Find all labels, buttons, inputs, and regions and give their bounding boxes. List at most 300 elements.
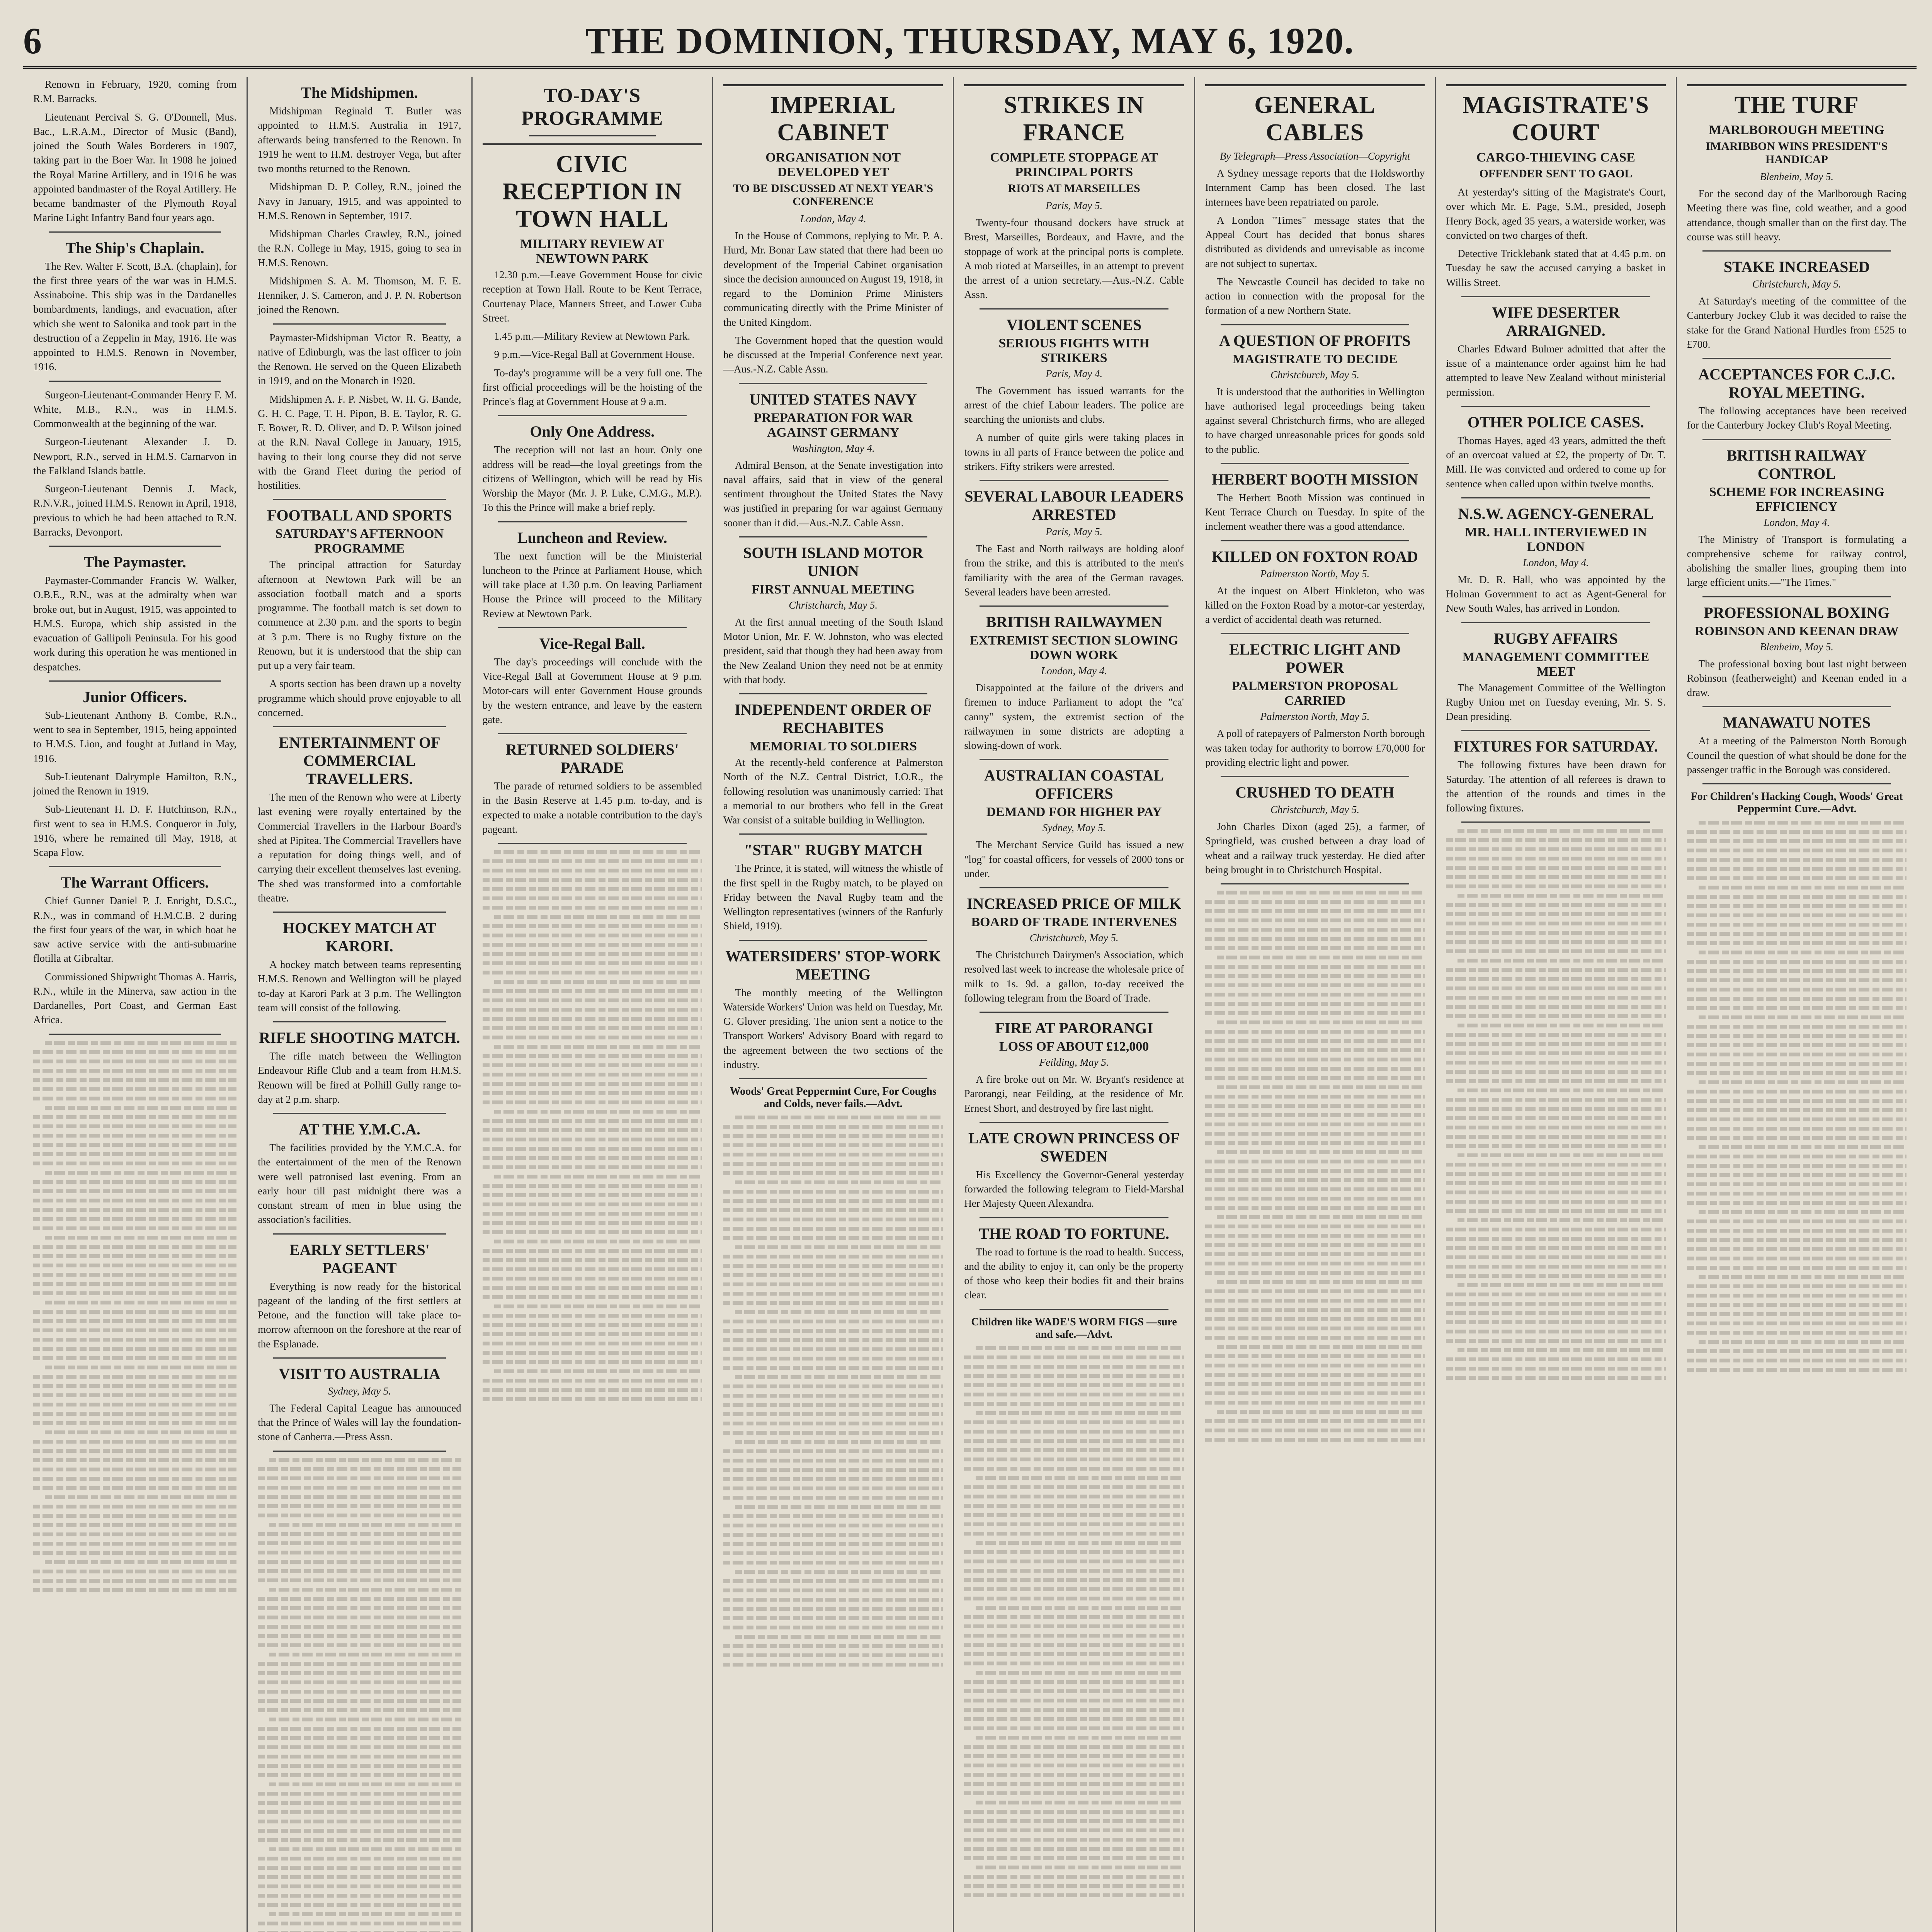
article-headline: MANAWATU NOTES <box>1723 714 1871 731</box>
text-filler-line <box>964 1856 1184 1860</box>
text-filler-line <box>1687 839 1906 843</box>
divider <box>739 693 927 694</box>
divider <box>1461 497 1650 498</box>
text-filler-line <box>723 1384 943 1388</box>
article <box>258 506 461 720</box>
article-dateline: Blenheim, May 5. <box>1760 641 1834 653</box>
text-filler-line <box>1446 1079 1665 1083</box>
article-subheadline: BOARD OF TRADE INTERVENES <box>971 915 1177 929</box>
divider <box>49 680 221 682</box>
text-filler-line <box>723 1607 943 1611</box>
text-filler-line <box>1687 1164 1906 1168</box>
text-filler-line <box>964 1365 1184 1369</box>
text-filler-line <box>723 1524 943 1527</box>
text-filler-line <box>269 1588 461 1592</box>
text-filler-line <box>964 1402 1184 1406</box>
article-paragraph: The men of the Renown who were at Liberty last evening were royally entertained by the Commercial Travellers in the Harbour Board's shed at Pipitea. The Commercial Travellers have a reputation for doing things well, and of carrying their excellent themselves last evening. The shed was transformed into a comfortable theatre. <box>258 791 461 904</box>
text-filler-line <box>1458 1283 1665 1287</box>
divider <box>1221 633 1409 634</box>
text-filler-line <box>1205 937 1425 941</box>
text-filler-line <box>1446 866 1665 870</box>
article-paragraph: A Sydney message reports that the Holdsworthy Internment Camp has been closed. The last internees have been repatriated on parole. <box>1205 167 1425 208</box>
text-filler-line <box>1205 1076 1425 1080</box>
article <box>1446 737 1665 815</box>
article <box>723 947 943 1072</box>
text-filler-line <box>1458 829 1665 833</box>
text-filler-line <box>1205 1438 1425 1442</box>
text-filler-line <box>723 1199 943 1203</box>
text-filler-line <box>1205 1373 1425 1377</box>
text-filler-line <box>735 1505 943 1509</box>
text-filler-line <box>33 1264 236 1267</box>
text-filler-line <box>964 1838 1184 1842</box>
text-filler-line <box>723 1533 943 1537</box>
article-paragraph: The professional boxing bout last night between Robinson (featherweight) and Keenan ended in a draw. <box>1687 658 1907 698</box>
text-filler-line <box>964 1745 1184 1749</box>
article <box>483 422 702 515</box>
article <box>1446 84 1665 290</box>
text-filler-line <box>1217 1215 1425 1219</box>
text-filler-line <box>723 1514 943 1518</box>
text-filler-line <box>33 1514 236 1518</box>
text-filler-line <box>723 1561 943 1565</box>
article-paragraph: The next function will be the Ministerial luncheon to the Prince at Parliament House, which will take place at 1.30 p.m. On leaving Parliament House the Prince will proceed to the Military Review at Newtown Park. <box>482 550 702 619</box>
article <box>723 701 943 827</box>
text-filler-line <box>1446 1126 1665 1129</box>
text-filler-line <box>1205 965 1425 969</box>
text-filler-line <box>1205 1262 1425 1265</box>
text-filler-line <box>1687 867 1906 871</box>
column-3 <box>473 77 713 1932</box>
text-filler-line <box>1446 1376 1665 1380</box>
text-filler-line <box>258 1486 461 1490</box>
text-filler-line <box>483 952 702 956</box>
text-filler-line <box>1687 1090 1906 1094</box>
article-headline: HOCKEY MATCH AT KARORI. <box>282 919 436 955</box>
text-filler-line <box>33 1180 236 1184</box>
text-filler-line <box>723 1227 943 1231</box>
text-filler-line <box>483 1026 702 1030</box>
article-subheadline-2: IMARIBBON WINS PRESIDENT'S HANDICAP <box>1706 140 1888 166</box>
text-filler-line <box>483 1295 702 1299</box>
text-filler-line <box>45 1106 236 1110</box>
text-filler-line <box>494 1045 702 1049</box>
text-filler-line <box>258 1820 461 1823</box>
text-filler-line <box>1217 956 1425 959</box>
text-filler-line <box>483 896 702 900</box>
text-filler-line <box>964 1420 1184 1424</box>
article-headline: FIRE AT PARORANGI <box>995 1019 1153 1037</box>
article <box>1205 640 1425 770</box>
article-dateline: Palmerston North, May 5. <box>1260 568 1370 580</box>
divider <box>1221 463 1409 464</box>
text-filler-line <box>964 1828 1184 1832</box>
advertisement: For Children's Hacking Cough, Woods' Great Peppermint Cure.—Advt. <box>1690 791 1903 815</box>
text-filler-line <box>964 1847 1184 1851</box>
text-filler-line <box>723 1459 943 1463</box>
text-filler-line <box>1205 1002 1425 1006</box>
text-filler-line <box>33 1477 236 1481</box>
article-headline: THE ROAD TO FORTUNE. <box>979 1225 1169 1242</box>
text-filler-line <box>1687 1359 1906 1362</box>
text-filler-line <box>1687 904 1906 908</box>
article <box>723 841 943 933</box>
text-filler-line <box>33 1375 236 1379</box>
text-filler-line <box>1205 1067 1425 1071</box>
text-filler-line <box>964 1393 1184 1396</box>
text-filler-line <box>483 1138 702 1141</box>
text-filler-line <box>1446 1367 1665 1371</box>
article-paragraph: The rifle match between the Wellington Endeavour Rifle Club and a team from H.M.S. Renown will be fired at Polhill Gully range to-day at 2 p.m. sharp. <box>258 1050 461 1105</box>
article-dateline: London, May 4. <box>1041 665 1107 677</box>
article <box>1205 332 1425 457</box>
text-filler-line <box>723 1663 943 1667</box>
divider <box>498 415 687 416</box>
text-filler-line <box>1205 1225 1425 1228</box>
text-filler-line <box>483 1091 702 1095</box>
text-filler-line <box>723 1551 943 1555</box>
article-paragraph: The facilities provided by the Y.M.C.A. for the entertainment of the men of the Renown were well patronised last evening. From an early hour till past midnight there was a constant stream of men in blue using the association's facilities. <box>258 1142 461 1226</box>
text-filler-line <box>1446 949 1665 953</box>
divider <box>739 1078 927 1079</box>
text-filler-line <box>1687 1043 1906 1047</box>
text-filler-line <box>723 1218 943 1221</box>
text-filler-line <box>33 1245 236 1249</box>
text-filler-line <box>258 1514 461 1517</box>
text-filler-line <box>1205 1197 1425 1201</box>
text-filler-line <box>33 1328 236 1332</box>
text-filler-line <box>1205 1382 1425 1386</box>
column-6 <box>1195 77 1436 1932</box>
article-headline: PROFESSIONAL BOXING <box>1704 604 1890 621</box>
text-filler-line <box>483 1147 702 1151</box>
article-dateline: Christchurch, May 5. <box>1029 932 1119 944</box>
divider <box>1702 783 1891 784</box>
text-filler-line <box>483 1388 702 1392</box>
divider <box>273 1233 446 1235</box>
text-filler-line <box>258 1578 461 1582</box>
text-filler-line <box>483 934 702 937</box>
text-filler-line <box>723 1403 943 1407</box>
divider <box>1702 596 1891 597</box>
text-filler-line <box>483 989 702 993</box>
text-filler-line <box>269 1458 461 1462</box>
text-filler-line <box>1687 1034 1906 1038</box>
text-filler-line <box>735 1116 943 1119</box>
article-paragraph: The Christchurch Dairymen's Association, which resolved last week to increase the wholesale price of milk to 1s. 9d. a gallon, to-day received the following telegram from the Board of Trade. <box>964 949 1184 1004</box>
article <box>964 1225 1184 1303</box>
text-filler-line <box>1446 1237 1665 1241</box>
divider <box>273 912 446 913</box>
text-filler-line <box>1687 1006 1906 1010</box>
text-filler-line <box>964 1708 1184 1712</box>
divider <box>273 726 446 727</box>
text-filler-line <box>964 1513 1184 1517</box>
text-filler-line <box>1446 1135 1665 1139</box>
article <box>33 239 236 374</box>
text-filler-line <box>723 1264 943 1268</box>
text-filler-line <box>1687 1182 1906 1186</box>
article-headline: Vice-Regal Ball. <box>539 634 645 652</box>
text-filler-line <box>1446 903 1665 907</box>
divider <box>498 733 687 734</box>
article-subheadline: EXTREMIST SECTION SLOWING DOWN WORK <box>969 633 1179 662</box>
text-filler-line <box>1205 1391 1425 1395</box>
text-filler-line <box>1687 876 1906 880</box>
text-filler-line <box>258 1597 461 1601</box>
divider <box>273 499 446 500</box>
text-filler-line <box>723 1347 943 1351</box>
text-filler-line <box>33 1412 236 1416</box>
article-headline: INCREASED PRICE OF MILK <box>966 895 1182 912</box>
article-dateline: Paris, May 5. <box>1046 526 1103 537</box>
text-filler-line <box>1217 891 1425 895</box>
text-filler-line <box>1699 1080 1906 1084</box>
text-filler-line <box>1687 1136 1906 1140</box>
divider <box>273 1451 446 1452</box>
text-filler-line <box>33 1115 236 1119</box>
text-filler-line <box>33 1226 236 1230</box>
text-filler-line <box>964 1569 1184 1573</box>
text-filler-line <box>1687 932 1906 936</box>
text-filler-line <box>1205 1104 1425 1108</box>
text-filler-line <box>735 1375 943 1379</box>
article-headline: EARLY SETTLERS' PAGEANT <box>289 1241 430 1277</box>
text-filler-line <box>33 1143 236 1147</box>
text-filler-line <box>964 1717 1184 1721</box>
column-top-heading: TO-DAY'S PROGRAMME <box>521 85 663 129</box>
article-subheadline: MARLBOROUGH MEETING <box>1709 123 1884 137</box>
article-paragraph: It is understood that the authorities in Wellington have authorised legal proceedings being taken against several Christchurch firms, who are alleged to have charged unreasonable prices for goods sold to the public. <box>1205 386 1425 455</box>
text-filler-line <box>964 1624 1184 1628</box>
article-headline: SEVERAL LABOUR LEADERS ARRESTED <box>964 488 1184 523</box>
article-headline: Junior Officers. <box>82 688 187 706</box>
article <box>33 553 236 674</box>
article-headline: WIFE DESERTER ARRAIGNED. <box>1492 303 1620 339</box>
article <box>723 544 943 687</box>
text-filler-line <box>494 1304 702 1308</box>
text-filler-line <box>1205 1317 1425 1321</box>
article-headline: MAGISTRATE'S COURT <box>1446 84 1665 146</box>
divider <box>1221 324 1409 325</box>
text-filler-line <box>483 878 702 882</box>
text-filler-line <box>33 1162 236 1165</box>
article <box>258 733 461 905</box>
article-subheadline: FIRST ANNUAL MEETING <box>751 582 915 597</box>
text-filler-line <box>976 1411 1184 1415</box>
text-filler-line <box>1205 1327 1425 1330</box>
text-filler-line <box>483 859 702 863</box>
text-filler-line <box>723 1422 943 1425</box>
text-filler-line <box>964 1560 1184 1563</box>
text-filler-line <box>1205 1011 1425 1015</box>
article <box>1687 84 1906 244</box>
divider <box>1221 776 1409 777</box>
article-paragraph: In the House of Commons, replying to Mr. P. A. Hurd, Mr. Bonar Law stated that there had been no development of the Imperial Cabinet organisation since the decision announced on August 19, 1918, in regard to the Dominion Prime Ministers communicating directly with the Prime Minister of the United Kingdom. <box>723 230 943 328</box>
text-filler-line <box>258 1634 461 1638</box>
text-filler-line <box>723 1616 943 1620</box>
text-filler-line <box>494 850 702 854</box>
article <box>1687 446 1906 590</box>
article <box>964 487 1184 599</box>
text-filler-line <box>723 1134 943 1138</box>
text-filler-line <box>258 1708 461 1712</box>
article-headline: ACCEPTANCES FOR C.J.C. ROYAL MEETING. <box>1698 366 1895 401</box>
text-filler-line <box>494 1110 702 1114</box>
text-filler-line <box>964 1430 1184 1434</box>
article-dateline: Paris, May 5. <box>1046 200 1103 211</box>
article-paragraph: 9 p.m.—Vice-Regal Ball at Government House. <box>494 349 695 361</box>
text-filler-line <box>33 1060 236 1063</box>
divider <box>739 833 927 835</box>
article-paragraph: The Newcastle Council has decided to take no action in connection with the proposal for the formation of a new Northern State. <box>1205 276 1425 316</box>
text-filler-line <box>483 1008 702 1012</box>
text-filler-line <box>1458 1348 1665 1352</box>
article-paragraph: The Herbert Booth Mission was continued in Kent Terrace Church on Tuesday. In spite of the inclement weather there was a good attendance. <box>1205 492 1425 532</box>
text-filler-line <box>964 1458 1184 1461</box>
text-filler-line <box>1205 1187 1425 1191</box>
article-headline: AUSTRALIAN COASTAL OFFICERS <box>984 767 1164 803</box>
article-paragraph: At a meeting of the Palmerston North Borough Council the question of what should be done for the passenger traffic in the Borough was considered. <box>1687 735 1907 776</box>
text-filler-line <box>1217 1085 1425 1089</box>
text-filler-line <box>483 1360 702 1364</box>
text-filler-line <box>964 1819 1184 1823</box>
text-filler-line <box>976 1606 1184 1610</box>
text-filler-line <box>494 1369 702 1373</box>
text-filler-line <box>1205 1336 1425 1340</box>
text-filler-line <box>1699 1340 1906 1344</box>
text-filler-line <box>483 1193 702 1197</box>
article-paragraph: At the inquest on Albert Hinkleton, who was killed on the Foxton Road by a motor-car yesterday, a verdict of accidental death was returned. <box>1205 585 1425 625</box>
text-filler-line <box>258 1838 461 1842</box>
text-filler-line <box>33 1542 236 1546</box>
article-paragraph: Everything is now ready for the historical pageant of the landing of the first settlers at Petone, and the function will take place to-morrow afternoon on the foreshore at the rear of the Esplanade. <box>258 1280 461 1350</box>
article-paragraph: The Prince, it is stated, will witness the whistle of the first spell in the Rugby match, to be played on Friday between the Naval Rugby team and the Wellington representatives (winners of the Ranfurly Shield, 1919). <box>723 862 943 932</box>
column-7 <box>1436 77 1677 1932</box>
text-filler-line <box>1687 988 1906 992</box>
text-filler-line <box>964 1699 1184 1702</box>
text-filler-line <box>258 1875 461 1879</box>
text-filler-line <box>1446 838 1665 842</box>
article <box>1446 505 1665 616</box>
text-filler-line <box>1446 1014 1665 1018</box>
text-filler-line <box>964 1875 1184 1879</box>
text-filler-line <box>483 1249 702 1253</box>
text-filler-line <box>723 1255 943 1259</box>
text-filler-line <box>33 1078 236 1082</box>
article-paragraph: The Merchant Service Guild has issued a new "log" for coastal officers, for vessels of 2000 tons or under. <box>964 839 1184 879</box>
article-paragraph: Surgeon-Lieutenant-Commander Henry F. M. White, M.B., R.N., was in H.M.S. Commonwealth at the beginning of the war. <box>33 389 237 429</box>
article-headline: SOUTH ISLAND MOTOR UNION <box>743 544 923 580</box>
text-filler-line <box>33 1208 236 1212</box>
text-filler-line <box>1458 1088 1665 1092</box>
article-dateline: London, May 4. <box>1522 556 1589 568</box>
text-filler-line <box>964 1383 1184 1387</box>
text-filler-line <box>1205 1299 1425 1303</box>
text-filler-line <box>33 1403 236 1406</box>
text-filler-line <box>258 1625 461 1629</box>
text-filler-line <box>723 1588 943 1592</box>
text-filler-line <box>1446 1339 1665 1343</box>
text-filler-line <box>1205 1178 1425 1182</box>
text-filler-line <box>258 1884 461 1888</box>
article <box>258 331 461 493</box>
text-filler-line <box>483 1258 702 1262</box>
column-2 <box>248 77 472 1932</box>
article-subheadline: CARGO-THIEVING CASE <box>1476 150 1635 165</box>
divider <box>1702 250 1891 252</box>
article <box>483 634 702 727</box>
text-filler-line <box>269 1523 461 1527</box>
text-filler-line <box>735 1180 943 1184</box>
text-filler-line <box>1205 1058 1425 1061</box>
article-paragraph: A number of quite girls were taking places in towns in all parts of France between the police and strikers. Fifty strikers were arrested. <box>964 432 1184 472</box>
text-filler-line <box>1205 909 1425 913</box>
text-filler-line <box>45 1366 236 1369</box>
text-filler-line <box>1446 1293 1665 1296</box>
text-filler-line <box>33 1319 236 1323</box>
text-filler-line <box>483 1156 702 1160</box>
article-dateline: London, May 4. <box>1764 516 1830 528</box>
text-filler-line <box>1446 1246 1665 1250</box>
text-filler-line <box>723 1394 943 1398</box>
text-filler-line <box>1687 849 1906 852</box>
text-filler-line <box>33 1069 236 1073</box>
text-filler-line <box>494 980 702 984</box>
text-filler-line <box>964 1597 1184 1600</box>
text-filler-line <box>964 1662 1184 1665</box>
text-filler-line <box>33 1217 236 1221</box>
text-filler-line <box>1699 1210 1906 1214</box>
text-filler-line <box>33 1393 236 1397</box>
article-paragraph: The Government hoped that the question would be discussed at the Imperial Conference next year.—Aus.-N.Z. Cable Assn. <box>723 334 943 375</box>
text-filler-line <box>258 1532 461 1536</box>
text-filler-line <box>45 1560 236 1564</box>
text-filler-line <box>258 1699 461 1703</box>
article-paragraph: Sub-Lieutenant Dalrymple Hamilton, R.N., joined the Renown in 1919. <box>33 770 237 797</box>
article-paragraph: The following fixtures have been drawn for Saturday. The attention of all referees is drawn to the attention of the rounds and times in the following fixtures. <box>1446 759 1666 814</box>
text-filler-line <box>723 1143 943 1147</box>
article-subheadline-2: TO BE DISCUSSED AT NEXT YEAR'S CONFERENCE <box>733 182 934 208</box>
article <box>964 316 1184 474</box>
text-filler-line <box>1205 900 1425 904</box>
text-filler-line <box>258 1745 461 1749</box>
text-filler-line <box>1687 941 1906 945</box>
text-filler-line <box>258 1903 461 1907</box>
article-dateline: Blenheim, May 5. <box>1760 171 1834 182</box>
text-filler-line <box>1687 978 1906 982</box>
text-filler-line <box>1217 1410 1425 1414</box>
text-filler-line <box>1205 1364 1425 1367</box>
masthead <box>23 15 1917 69</box>
article-paragraph: The East and North railways are holding aloof from the strike, and this is attributed to the men's familiarity with the area of the German ravages. Several leaders have been arrested. <box>964 543 1184 598</box>
text-filler-line <box>33 1291 236 1295</box>
text-filler-line <box>45 1430 236 1434</box>
divider <box>739 383 927 384</box>
article-paragraph: Thomas Hayes, aged 43 years, admitted the theft of an overcoat valued at £2, the property of Dr. T. Mill. He was convicted and ordered to come up for sentence when called upon within twelve months. <box>1446 434 1666 490</box>
text-filler-line <box>964 1550 1184 1554</box>
article <box>1205 783 1425 877</box>
text-filler-line <box>1205 918 1425 922</box>
text-filler-line <box>483 1202 702 1206</box>
article-dateline: Sydney, May 5. <box>328 1385 391 1397</box>
column-8 <box>1677 77 1917 1932</box>
text-filler-line <box>1458 959 1665 963</box>
text-filler-line <box>483 1267 702 1271</box>
column-5 <box>954 77 1195 1932</box>
article-headline: VIOLENT SCENES <box>1006 316 1142 333</box>
text-filler-line <box>1687 913 1906 917</box>
